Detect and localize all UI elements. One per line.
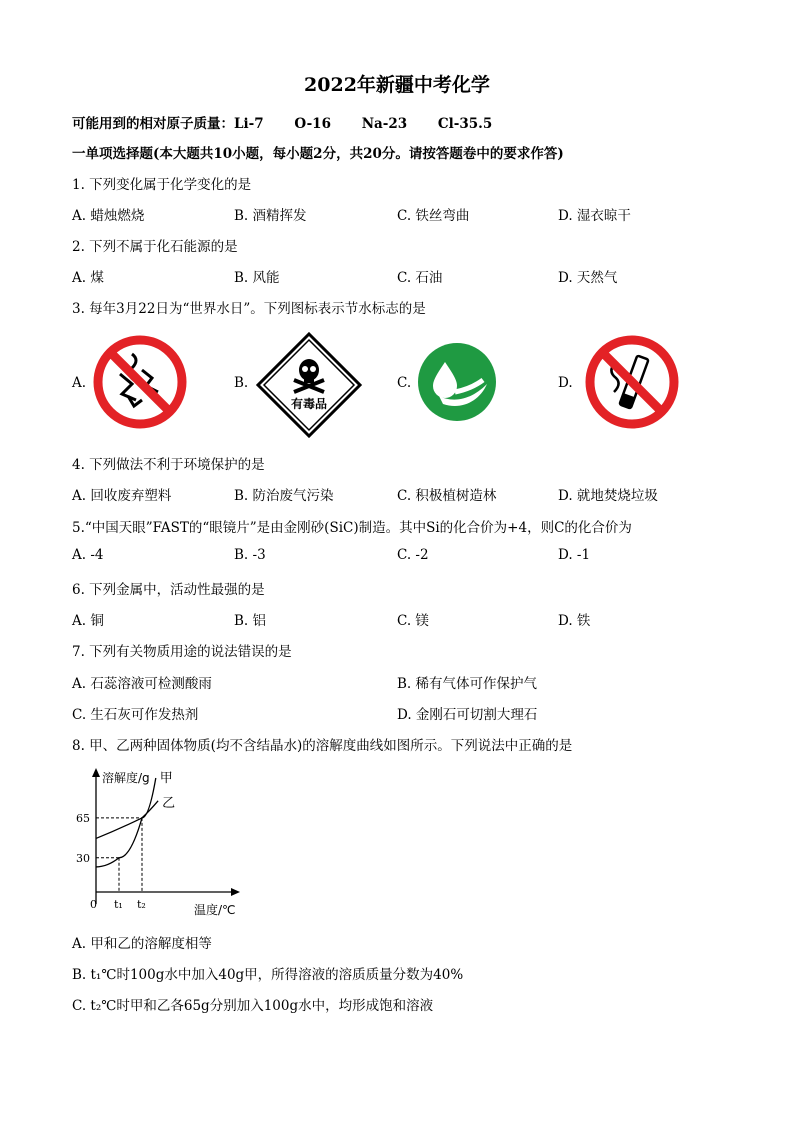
atomic-mass-o: O-16 <box>294 116 331 132</box>
q1-option-b: B. 酒精挥发 <box>234 208 307 224</box>
section-header: 一单项选择题(本大题共10小题，每小题2分，共20分。请按答题卷中的要求作答) <box>72 146 564 162</box>
y-tick-label-30: 30 <box>76 851 90 865</box>
q7-option-a: A. 石蕊溶液可检测酸雨 <box>72 676 212 692</box>
q7-option-b: B. 稀有气体可作保护气 <box>397 676 538 692</box>
atomic-mass-cl: Cl-35.5 <box>437 116 493 132</box>
question-5-stem: 5.“中国天眼”FAST的“眼镜片”是由金刚砂(SiC)制造。其中Si的化合价为+4，则C的化合价为 <box>72 520 632 536</box>
series-line-jia <box>96 778 156 867</box>
q4-option-c: C. 积极植树造林 <box>397 488 497 504</box>
q6-option-d: D. 铁 <box>558 613 591 629</box>
no-fire-sign-icon <box>92 334 188 430</box>
no-smoking-sign-icon <box>584 334 680 430</box>
q6-option-c: C. 镁 <box>397 613 429 629</box>
q2-option-d: D. 天然气 <box>558 270 618 286</box>
q4-option-d: D. 就地焚烧垃圾 <box>558 488 658 504</box>
question-2-stem: 2. 下列不属于化石能源的是 <box>72 239 238 255</box>
x-tick-label-1: t₁ <box>114 898 123 911</box>
question-7-stem: 7. 下列有关物质用途的说法错误的是 <box>72 644 292 660</box>
q5-option-c: C. -2 <box>397 547 429 563</box>
q8-option-c: C. t₂℃时甲和乙各65g分别加入100g水中，均形成饱和溶液 <box>72 998 434 1014</box>
q6-option-a: A. 铜 <box>72 613 104 629</box>
q1-option-c: C. 铁丝弯曲 <box>397 208 470 224</box>
water-saving-sign-icon <box>417 342 497 422</box>
q4-option-a: A. 回收废弃塑料 <box>72 488 172 504</box>
x-tick-label-2: t₂ <box>137 898 146 911</box>
x-axis-label: 温度/℃ <box>194 903 236 917</box>
q3-option-d: D. <box>558 375 573 391</box>
x-axis-arrow <box>231 888 240 896</box>
q7-option-c: C. 生石灰可作发热剂 <box>72 707 199 723</box>
series-label-yi: 乙 <box>162 795 176 811</box>
atomic-mass-na: Na-23 <box>361 116 408 132</box>
q3-option-c: C. <box>397 375 412 391</box>
poison-sign-text: 有毒品 <box>290 397 328 411</box>
q2-option-a: A. 煤 <box>72 270 104 286</box>
q2-option-b: B. 风能 <box>234 270 280 286</box>
y-axis-label: 溶解度/g <box>102 771 150 785</box>
series-label-jia: 甲 <box>159 771 173 786</box>
q3-option-b: B. <box>234 375 249 391</box>
q4-option-b: B. 防治废气污染 <box>234 488 334 504</box>
question-6-stem: 6. 下列金属中，活动性最强的是 <box>72 582 265 598</box>
q7-option-d: D. 金刚石可切割大理石 <box>397 707 538 723</box>
q6-option-b: B. 铝 <box>234 613 267 629</box>
q8-option-a: A. 甲和乙的溶解度相等 <box>72 936 212 952</box>
origin-label: 0 <box>90 898 97 911</box>
q2-option-c: C. 石油 <box>397 270 443 286</box>
y-tick-label-65: 65 <box>76 811 90 825</box>
q3-option-a: A. <box>72 375 87 391</box>
question-3-stem: 3. 每年3月22日为“世界水日”。下列图标表示节水标志的是 <box>72 301 426 317</box>
atomic-mass-line <box>72 112 492 132</box>
q5-option-d: D. -1 <box>558 547 591 563</box>
atomic-mass-label: 可能用到的相对原子质量： <box>72 116 234 132</box>
question-4-stem: 4. 下列做法不利于环境保护的是 <box>72 457 265 473</box>
page-title: 2022年新疆中考化学 <box>304 74 490 96</box>
q1-option-a: A. 蜡烛燃烧 <box>72 208 145 224</box>
poison-sign-icon <box>256 332 362 438</box>
q5-option-a: A. -4 <box>72 547 104 563</box>
question-8-stem: 8. 甲、乙两种固体物质(均不含结晶水)的溶解度曲线如图所示。下列说法中正确的是 <box>72 738 573 754</box>
q5-option-b: B. -3 <box>234 547 266 563</box>
atomic-mass-li: Li-7 <box>234 116 264 132</box>
solubility-chart <box>72 764 252 924</box>
y-axis-arrow <box>92 768 100 777</box>
question-1-stem: 1. 下列变化属于化学变化的是 <box>72 177 252 193</box>
q8-option-b: B. t₁℃时100g水中加入40g甲，所得溶液的溶质质量分数为40% <box>72 967 464 983</box>
q1-option-d: D. 湿衣晾干 <box>558 208 631 224</box>
